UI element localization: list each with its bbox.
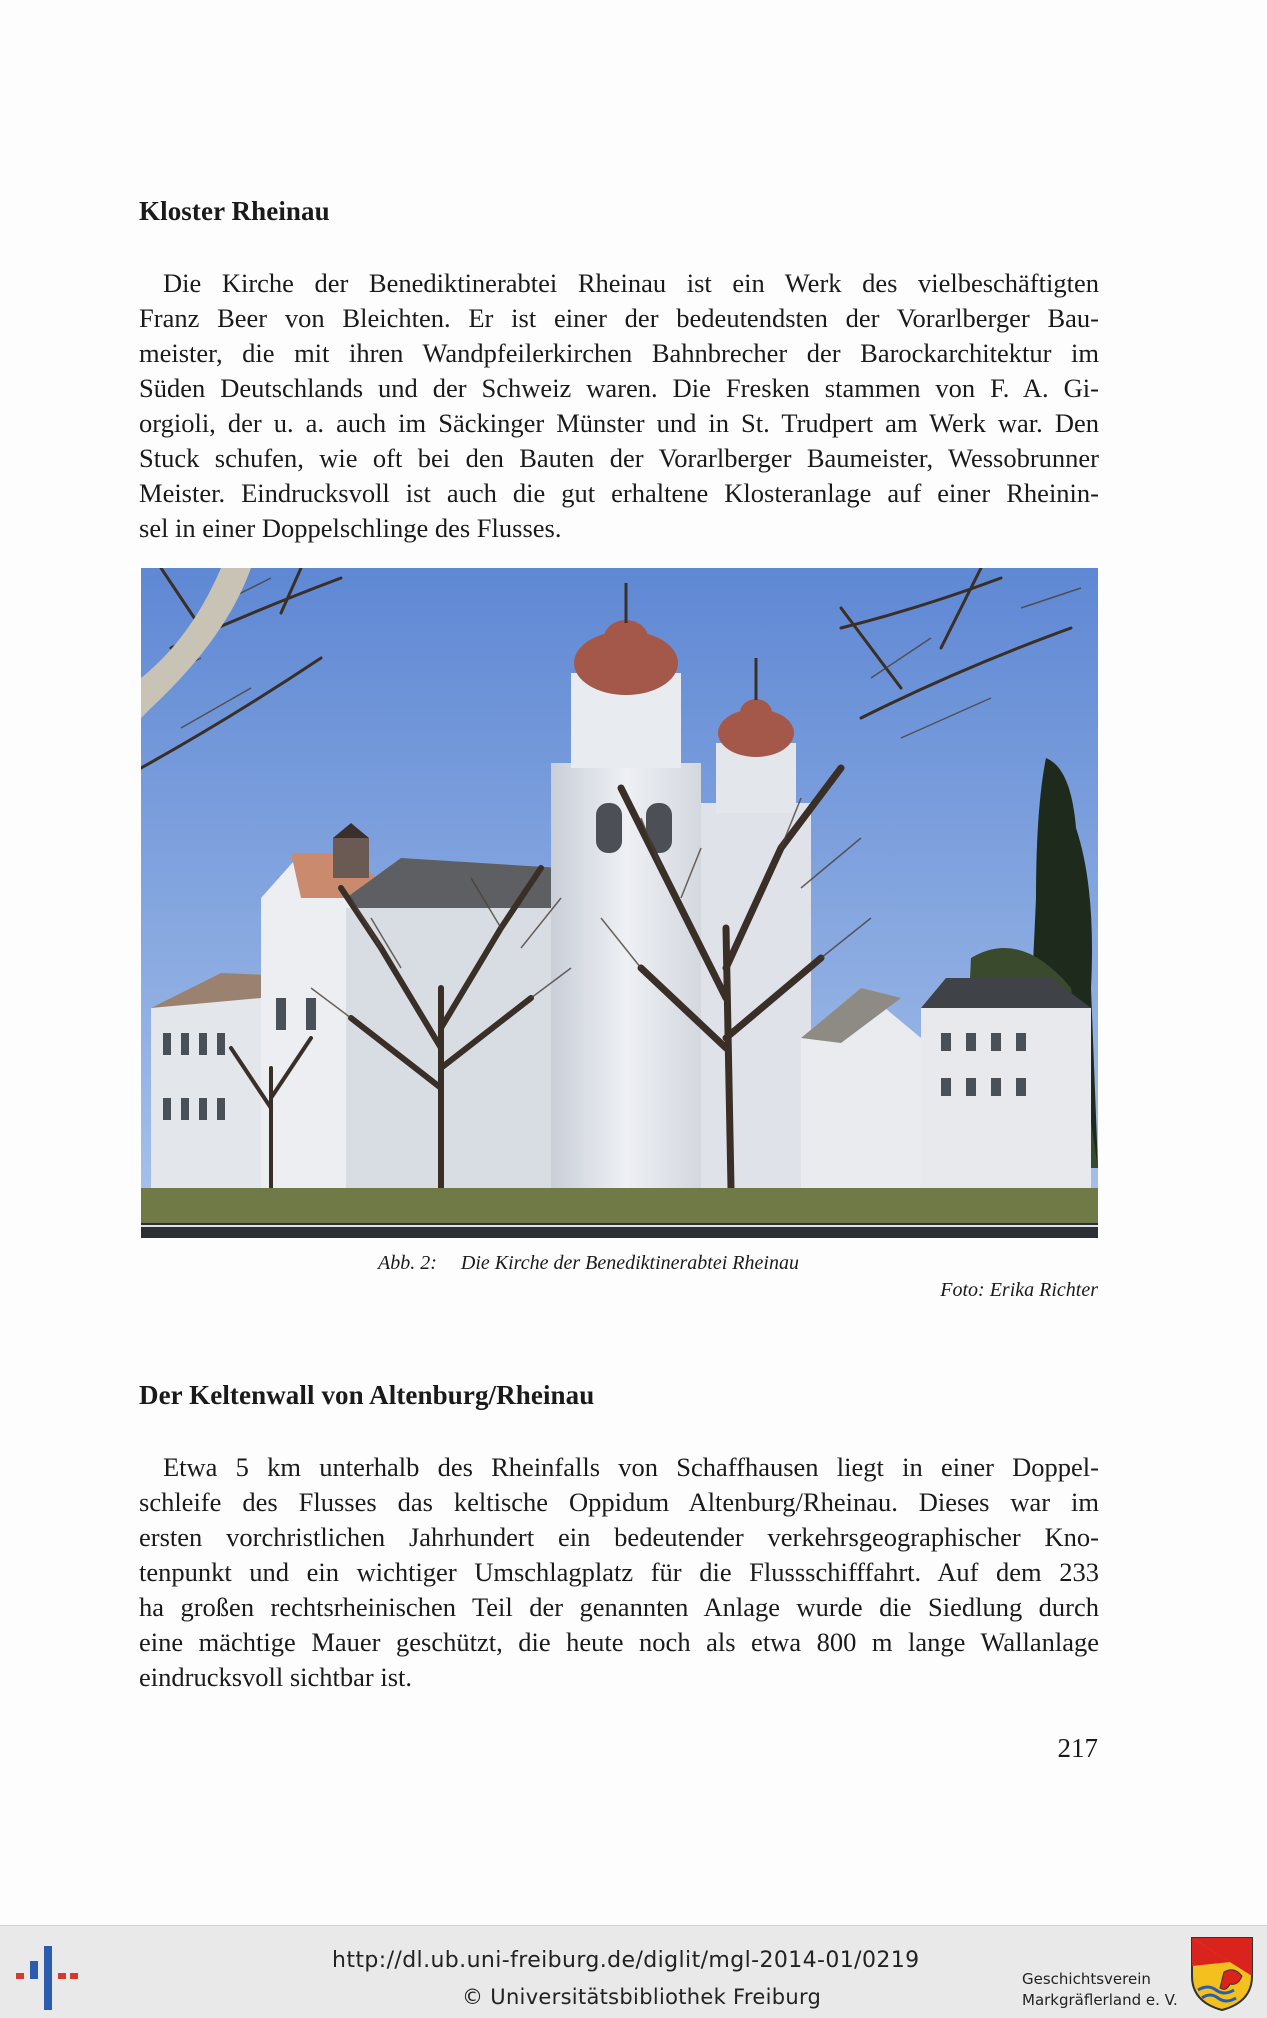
library-footer: [0, 1925, 1267, 2018]
section-heading-keltenwall: Der Keltenwall von Altenburg/Rheinau: [139, 1380, 595, 1410]
university-library-logo: [14, 1946, 80, 2010]
figure-caption: [378, 1252, 799, 1275]
coat-of-arms-icon: [1190, 1936, 1254, 2012]
text-line: Franz Beer von Bleichten. Er ist einer der bedeutendsten der Vorarlberger Bau-: [139, 303, 1099, 333]
text-line: Die Kirche der Benediktinerabtei Rheinau ist ein Werk des vielbeschäftigten: [163, 268, 1099, 298]
text-line: ersten vorchristlichen Jahrhundert ein bedeutender verkehrsgeographischer Kno-: [139, 1522, 1099, 1552]
text-line: meister, die mit ihren Wandpfeilerkirchen Bahnbrecher der Barockarchitektur im: [139, 338, 1099, 368]
text-line: Meister. Eindrucksvoll ist auch die gut erhaltene Klosteranlage auf einer Rheinin-: [139, 478, 1099, 508]
text-line: Etwa 5 km unterhalb des Rheinfalls von Schaffhausen liegt in einer Doppel-: [163, 1452, 1099, 1482]
text-line: schleife des Flusses das keltische Oppidum Altenburg/Rheinau. Dieses war im: [139, 1487, 1099, 1517]
figure-caption-text: Die Kirche der Benediktinerabtei Rheinau: [460, 1252, 799, 1274]
page-number: 217: [1057, 1733, 1098, 1763]
text-line: tenpunkt und ein wichtiger Umschlagplatz für die Flussschifffahrt. Auf dem 233: [139, 1557, 1099, 1587]
text-line: eine mächtige Mauer geschützt, die heute noch als etwa 800 m lange Wallanlage: [139, 1627, 1099, 1657]
paragraph-kloster-rheinau: [139, 266, 1099, 546]
text-line: sel in einer Doppelschlinge des Flusses.: [139, 513, 562, 543]
church-photo: [141, 568, 1098, 1238]
text-line: Stuck schufen, wie oft bei den Bauten der Vorarlberger Baumeister, Wessobrunner: [139, 443, 1099, 473]
text-line: eindrucksvoll sichtbar ist.: [139, 1662, 413, 1692]
section-heading-kloster-rheinau: Kloster Rheinau: [139, 196, 330, 226]
digital-library-link[interactable]: http://dl.ub.uni-freiburg.de/diglit/mgl-2014-01/0219: [332, 1948, 920, 1973]
copyright-notice: © Universitätsbibliothek Freiburg: [462, 1985, 822, 2009]
text-line: orgioli, der u. a. auch im Säckinger Münster und in St. Trudpert am Werk war. Den: [139, 408, 1099, 438]
paragraph-keltenwall: [139, 1450, 1099, 1695]
society-name-line2: Markgräflerland e. V.: [1022, 1991, 1178, 2009]
society-name-line1: Geschichtsverein: [1022, 1970, 1151, 1988]
text-line: Süden Deutschlands und der Schweiz waren. Die Fresken stammen von F. A. Gi-: [139, 373, 1099, 403]
figure-label: Abb. 2:: [378, 1252, 437, 1274]
photo-credit: Foto: Erika Richter: [940, 1279, 1098, 1301]
text-line: ha großen rechtsrheinischen Teil der genannten Anlage wurde die Siedlung durch: [139, 1592, 1099, 1622]
